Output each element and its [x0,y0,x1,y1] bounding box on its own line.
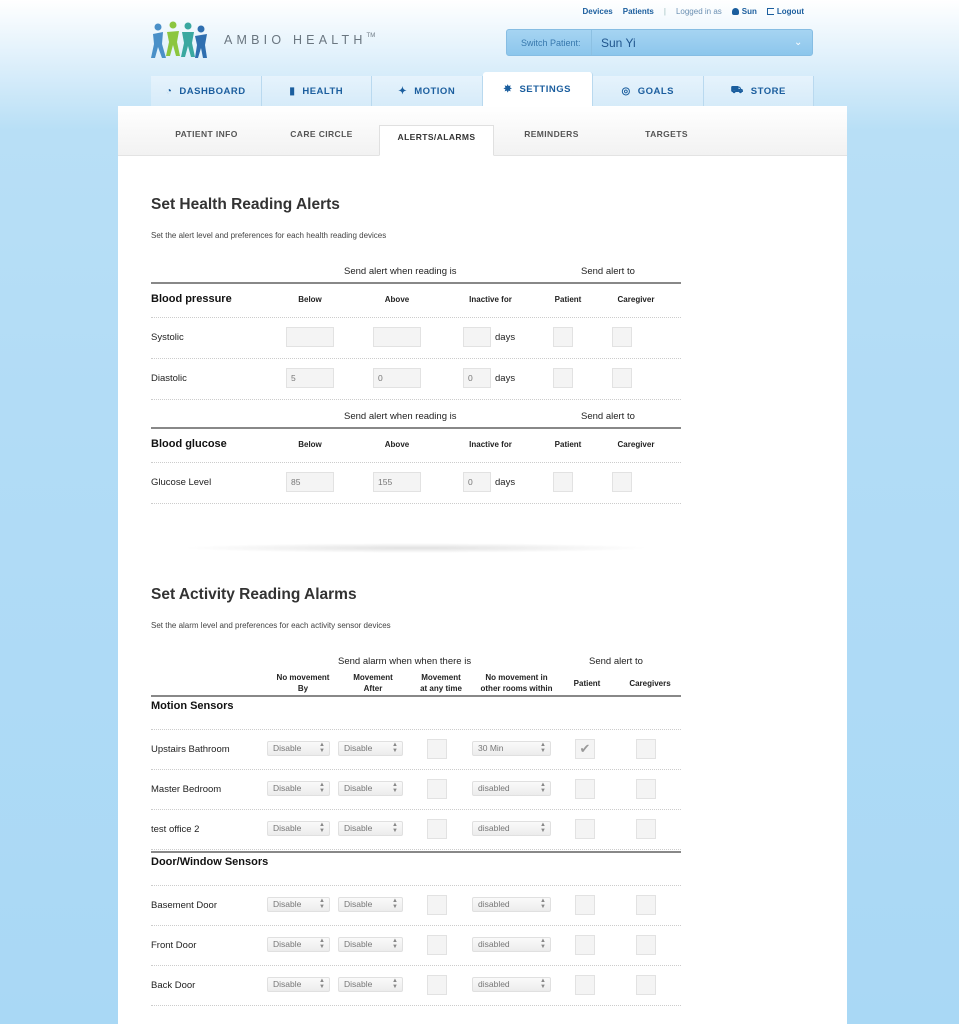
subtab-alerts-alarms[interactable]: ALERTS/ALARMS [379,125,494,156]
movement-any-time-checkbox[interactable] [427,819,447,839]
no-movement-by-select-value: Disable [273,743,302,753]
updown-arrow-icon: ▲ ▼ [540,978,546,990]
send-to-header: Send alert to [589,656,643,667]
no-movement-by-select-value: Disable [273,979,302,989]
no-movement-other-select[interactable] [472,781,551,796]
activity-alarms-section [151,586,681,630]
no-movement-by-select[interactable] [267,897,330,912]
no-movement-by-select-value: Disable [273,939,302,949]
checkmark-icon: ✔ [579,741,591,756]
updown-arrow-icon: ▲ ▼ [540,938,546,950]
movement-any-time-checkbox[interactable] [427,739,447,759]
send-to-header: Send alert to [581,266,635,277]
row-label: Upstairs Bathroom [151,744,230,755]
patient-checkbox[interactable] [575,935,595,955]
row-label: test office 2 [151,824,200,835]
brand-name [224,33,375,47]
updown-arrow-icon: ▲ ▼ [392,938,398,950]
trademark: TM [366,33,376,39]
activity-alarms-title: Set Activity Reading Alarms [151,586,357,603]
tab-label: DASHBOARD [179,85,246,97]
caregivers-checkbox[interactable] [636,819,656,839]
no-movement-by-select-value: Disable [273,899,302,909]
sub-nav [118,106,847,156]
patient-checkbox[interactable] [575,895,595,915]
content-panel [118,106,847,1024]
cart-icon: ⛟ [730,84,744,96]
updown-arrow-icon: ▲ ▼ [540,782,546,794]
caregiver-checkbox[interactable] [612,368,632,388]
col-header-movement-after-line1: Movement [353,673,393,682]
caregivers-checkbox[interactable] [636,935,656,955]
movement-any-time-checkbox[interactable] [427,895,447,915]
tab-label: HEALTH [302,85,344,97]
updown-arrow-icon: ▲ ▼ [392,782,398,794]
group-title: Motion Sensors [151,700,234,712]
movement-after-select[interactable] [338,821,403,836]
movement-after-select-value: Disable [344,783,373,793]
no-movement-by-select[interactable] [267,821,330,836]
patient-checkbox[interactable] [553,368,573,388]
updown-arrow-icon: ▲ ▼ [392,898,398,910]
devices-link[interactable]: Devices [582,7,613,16]
section-divider-shadow [181,543,651,553]
no-movement-other-select[interactable] [472,937,551,952]
subtab-patient-info[interactable]: PATIENT INFO [175,129,238,139]
days-label: days [495,332,516,343]
runner-icon: ✦ [398,85,408,97]
row-divider [151,503,681,504]
updown-arrow-icon: ▲ ▼ [319,938,325,950]
gauge-icon: ◔ [165,85,173,97]
group-rule [151,851,681,853]
brand-text: AMBIO HEALTH [224,33,367,47]
header-rule [151,695,681,697]
above-input[interactable] [373,327,421,347]
updown-arrow-icon: ▲ ▼ [540,898,546,910]
movement-after-select[interactable] [338,741,403,756]
row-divider [151,399,681,400]
row-divider [151,729,681,730]
movement-any-time-checkbox[interactable] [427,779,447,799]
tab-label: STORE [750,85,786,97]
col-header-no-movement-other-rooms-line1: No movement in [485,673,548,682]
header-rule [151,427,681,429]
row-divider [151,809,681,810]
divider: | [663,7,666,16]
health-alerts-table [151,266,681,526]
updown-arrow-icon: ▲ ▼ [319,978,325,990]
updown-arrow-icon: ▲ ▼ [319,822,325,834]
col-header-no-movement-other-rooms-line2: other rooms within [480,684,553,693]
movement-after-select[interactable] [338,977,403,992]
patients-link[interactable]: Patients [622,7,654,16]
chevron-down-icon: ⌄ [794,37,803,48]
row-divider [151,849,681,850]
col-header-caregivers: Caregivers [629,679,671,688]
above-input[interactable]: 155 [373,472,421,492]
row-divider [151,1005,681,1006]
no-movement-other-select-value: disabled [478,939,510,949]
no-movement-other-select-value: disabled [478,899,510,909]
no-movement-other-select-value: disabled [478,783,510,793]
movement-after-select-value: Disable [344,979,373,989]
row-divider [151,358,681,359]
col-header-patient: Patient [554,440,582,449]
caregivers-checkbox[interactable] [636,975,656,995]
updown-arrow-icon: ▲ ▼ [392,978,398,990]
send-to-header: Send alert to [581,411,635,422]
group-title: Door/Window Sensors [151,856,269,868]
updown-arrow-icon: ▲ ▼ [392,742,398,754]
row-label: Master Bedroom [151,784,222,795]
row-divider [151,769,681,770]
no-movement-by-select-value: Disable [273,823,302,833]
col-header-movement-any-time-line1: Movement [421,673,461,682]
caregiver-checkbox[interactable] [612,472,632,492]
patient-checkbox[interactable] [575,779,595,799]
gear-icon: ✸ [503,83,513,95]
no-movement-by-select[interactable] [267,977,330,992]
no-movement-other-select[interactable] [472,741,551,756]
updown-arrow-icon: ▲ ▼ [319,782,325,794]
activity-alarms-table [151,656,681,1006]
row-label: Glucose Level [151,477,212,488]
col-header-movement-after-line2: After [363,684,383,693]
logo[interactable] [150,20,375,60]
patient-checkbox[interactable] [575,739,595,759]
user-link[interactable] [732,7,757,16]
updown-arrow-icon: ▲ ▼ [319,898,325,910]
send-when-header: Send alert when reading is [344,266,457,277]
updown-arrow-icon: ▲ ▼ [540,742,546,754]
days-label: days [495,373,516,384]
no-movement-other-select[interactable] [472,897,551,912]
patient-checkbox[interactable] [553,327,573,347]
inactive-days-input[interactable] [463,327,491,347]
days-label: days [495,477,516,488]
tab-goals[interactable] [593,76,704,106]
logged-in-label: Logged in as [675,7,722,16]
patient-checkbox[interactable] [575,819,595,839]
col-header-above: Above [384,295,410,304]
col-header-inactive: Inactive for [469,295,512,304]
subtab-targets[interactable]: TARGETS [645,129,688,139]
col-header-patient: Patient [554,295,582,304]
col-header-below: Below [298,295,322,304]
movement-after-select[interactable] [338,897,403,912]
health-alerts-section [151,196,681,240]
col-header-no-movement-by-line2: By [297,684,309,693]
user-name: Sun [741,7,757,16]
health-alerts-description: Set the alert level and preferences for each health reading devices [151,231,387,240]
inactive-days-input[interactable]: 0 [463,472,491,492]
below-input[interactable]: 85 [286,472,334,492]
row-divider [151,462,681,463]
bar-chart-icon: ▮ [289,85,296,97]
below-input[interactable]: 5 [286,368,334,388]
group-title: Blood pressure [151,293,232,305]
movement-any-time-checkbox[interactable] [427,935,447,955]
no-movement-by-select-value: Disable [273,783,302,793]
no-movement-other-select[interactable] [472,821,551,836]
patient-checkbox[interactable] [553,472,573,492]
tab-motion[interactable] [372,76,483,106]
caregiver-checkbox[interactable] [612,327,632,347]
tab-settings[interactable] [483,72,594,106]
row-divider [151,965,681,966]
tab-store[interactable] [704,76,815,106]
header-rule [151,282,681,284]
target-icon: ◎ [621,85,631,97]
updown-arrow-icon: ▲ ▼ [392,822,398,834]
movement-after-select[interactable] [338,937,403,952]
row-label: Front Door [151,940,197,951]
row-label: Basement Door [151,900,218,911]
no-movement-by-select[interactable] [267,741,330,756]
logout-link[interactable] [767,7,804,16]
movement-after-select[interactable] [338,781,403,796]
subtab-care-circle[interactable]: CARE CIRCLE [290,129,353,139]
tab-dashboard[interactable] [151,76,262,106]
tab-label: SETTINGS [519,83,571,95]
row-label: Systolic [151,332,184,343]
tab-health[interactable] [262,76,373,106]
col-header-patient: Patient [573,679,601,688]
row-label: Diastolic [151,373,187,384]
updown-arrow-icon: ▲ ▼ [319,742,325,754]
no-movement-other-select-value: 30 Min [478,743,504,753]
no-movement-other-select-value: disabled [478,823,510,833]
no-movement-by-select[interactable] [267,937,330,952]
main-nav [151,76,814,106]
caregivers-checkbox[interactable] [636,895,656,915]
group-title: Blood glucose [151,438,227,450]
switch-patient-value: Sun Yi [601,35,636,50]
caregivers-checkbox[interactable] [636,779,656,799]
patient-checkbox[interactable] [575,975,595,995]
updown-arrow-icon: ▲ ▼ [540,822,546,834]
movement-after-select-value: Disable [344,899,373,909]
row-divider [151,925,681,926]
row-divider [151,885,681,886]
row-label: Back Door [151,980,196,991]
people-logo-icon [150,20,208,60]
health-alerts-title: Set Health Reading Alerts [151,196,340,213]
send-when-header: Send alarm when when there is [338,656,472,667]
col-header-caregiver: Caregiver [617,440,655,449]
movement-any-time-checkbox[interactable] [427,975,447,995]
person-icon [732,8,739,15]
logout-icon [767,8,774,15]
movement-after-select-value: Disable [344,743,373,753]
switch-patient-label: Switch Patient: [507,30,592,55]
col-header-no-movement-by-line1: No movement [276,673,330,682]
inactive-days-input[interactable]: 0 [463,368,491,388]
movement-after-select-value: Disable [344,823,373,833]
no-movement-other-select[interactable] [472,977,551,992]
subtab-reminders[interactable]: REMINDERS [524,129,579,139]
top-links [583,7,805,16]
tab-label: MOTION [414,85,456,97]
activity-alarms-description: Set the alarm level and preferences for each activity sensor devices [151,621,391,630]
no-movement-other-select-value: disabled [478,979,510,989]
col-header-caregiver: Caregiver [617,295,655,304]
movement-after-select-value: Disable [344,939,373,949]
col-header-movement-any-time-line2: at any time [420,684,462,693]
caregivers-checkbox[interactable] [636,739,656,759]
logout-label: Logout [776,7,804,16]
send-when-header: Send alert when reading is [344,411,457,422]
row-divider [151,317,681,318]
no-movement-by-select[interactable] [267,781,330,796]
tab-label: GOALS [637,85,674,97]
above-input[interactable]: 0 [373,368,421,388]
below-input[interactable] [286,327,334,347]
col-header-inactive: Inactive for [469,440,512,449]
col-header-above: Above [384,440,410,449]
col-header-below: Below [298,440,322,449]
switch-patient-select[interactable] [506,29,813,56]
